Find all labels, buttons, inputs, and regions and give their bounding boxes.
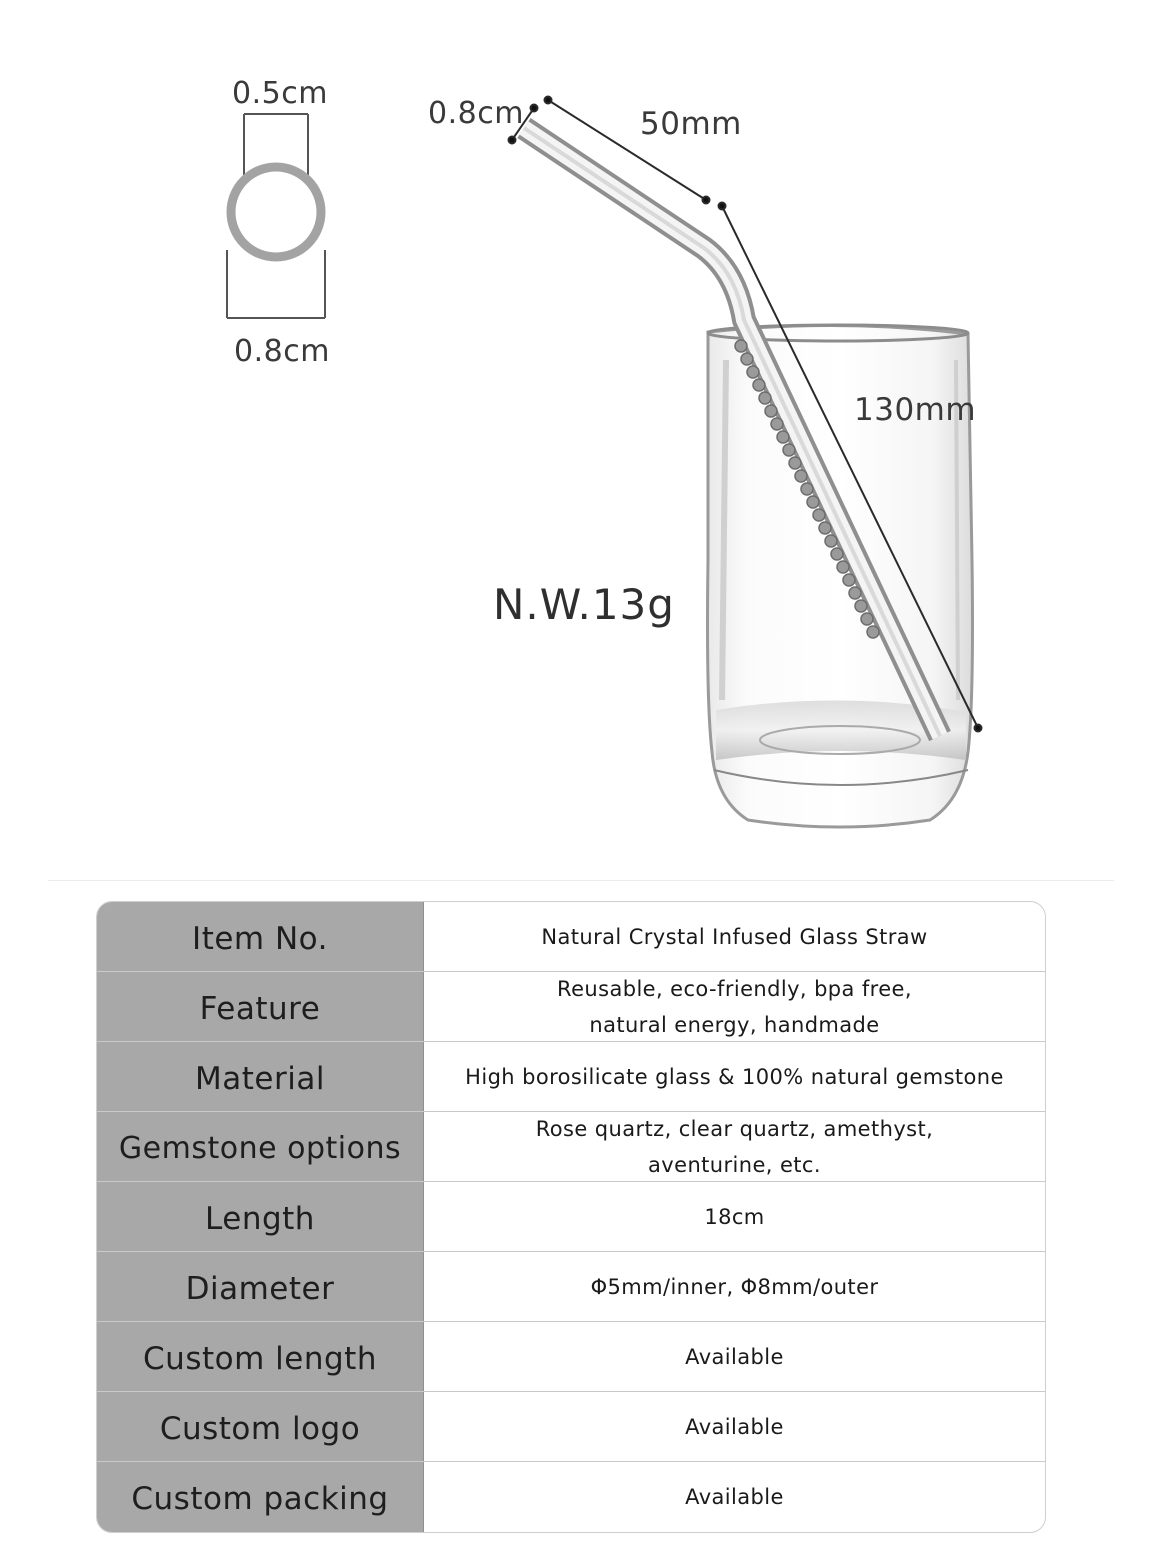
spec-label: Material xyxy=(97,1042,424,1111)
table-row xyxy=(97,1252,1045,1322)
spec-value-line: Available xyxy=(685,1485,784,1509)
spec-value xyxy=(424,902,1045,971)
spec-value xyxy=(424,1392,1045,1461)
straight-length-label: 130mm xyxy=(854,392,977,428)
spec-label: Custom logo xyxy=(97,1392,424,1461)
spec-value-line: High borosilicate glass & 100% natural gemstone xyxy=(465,1064,1004,1089)
spec-value xyxy=(424,1252,1045,1321)
spec-label: Custom packing xyxy=(97,1462,424,1532)
table-row xyxy=(97,1462,1045,1532)
table-row xyxy=(97,1042,1045,1112)
outer-diameter-label: 0.8cm xyxy=(234,334,330,369)
spec-value xyxy=(424,1182,1045,1251)
spec-value-line: 18cm xyxy=(704,1204,765,1229)
table-row xyxy=(97,972,1045,1042)
spec-label: Diameter xyxy=(97,1252,424,1321)
cross-section-diagram xyxy=(227,114,325,318)
tip-diameter-label: 0.8cm xyxy=(428,96,524,131)
spec-value xyxy=(424,1112,1045,1181)
spec-label: Item No. xyxy=(97,902,424,971)
spec-value-line: Reusable, eco-friendly, bpa free, xyxy=(557,976,912,1001)
section-divider xyxy=(48,880,1114,881)
spec-value xyxy=(424,1462,1045,1532)
spec-value xyxy=(424,1042,1045,1111)
table-row xyxy=(97,1322,1045,1392)
spec-value xyxy=(424,1322,1045,1391)
table-row xyxy=(97,1112,1045,1182)
inner-diameter-label: 0.5cm xyxy=(232,76,328,111)
spec-label: Gemstone options xyxy=(97,1112,424,1181)
spec-label: Length xyxy=(97,1182,424,1251)
spec-value xyxy=(424,972,1045,1041)
table-row xyxy=(97,1182,1045,1252)
spec-label: Custom length xyxy=(97,1322,424,1391)
spec-value-line: natural energy, handmade xyxy=(589,1012,880,1037)
spec-label: Feature xyxy=(97,972,424,1041)
net-weight-label: N.W.13g xyxy=(493,580,675,629)
bend-length-label: 50mm xyxy=(640,106,742,142)
spec-value-line: aventurine, etc. xyxy=(648,1152,821,1177)
spec-value-line: Available xyxy=(685,1344,784,1369)
spec-value-line: Φ5mm/inner, Φ8mm/outer xyxy=(590,1274,879,1299)
spec-value-line: Available xyxy=(685,1414,784,1439)
spec-value-line: Natural Crystal Infused Glass Straw xyxy=(541,924,928,949)
table-row xyxy=(97,1392,1045,1462)
specification-table xyxy=(96,901,1046,1533)
table-row xyxy=(97,902,1045,972)
spec-value-line: Rose quartz, clear quartz, amethyst, xyxy=(535,1116,934,1141)
